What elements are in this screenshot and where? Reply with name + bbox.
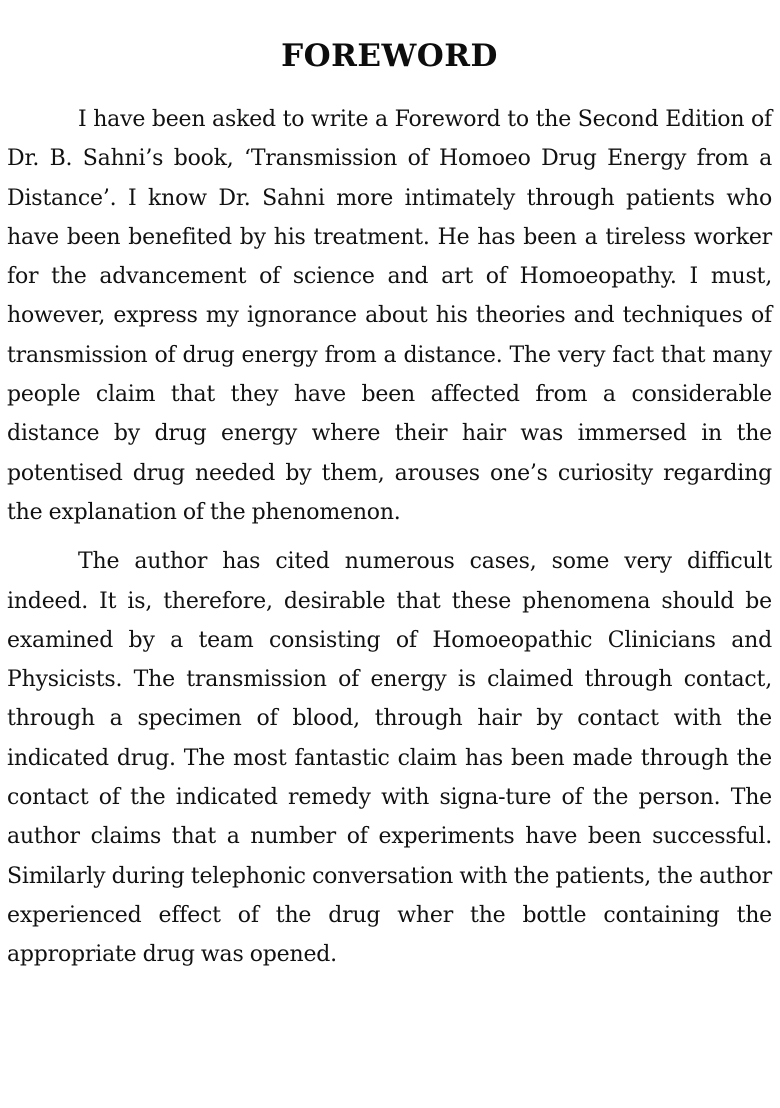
page-title: FOREWORD: [281, 38, 498, 74]
paragraph-1: I have been asked to write a Foreword to the Second Edition of Dr. B. Sahni’s book, ‘Transmission of Homoeo Drug Energy from a Distance’. I know Dr. Sahni more intimately through patients who have been benefited by his treatment. He has been a tireless worker for the advancement of science and art of Homoeopathy. I must, however, express my ignorance about his theories and techniques of transmission of drug energy from a distance. The very fact that many people claim that they have been affected from a considerable distance by drug energy where their hair was immersed in the potentised drug needed by them, arouses one’s curiosity regarding the explanation of the phenomenon.: [7, 107, 772, 525]
paragraph-2: The author has cited numerous cases, some very difficult indeed. It is, therefore, desirable that these phenomena should be examined by a team consisting of Homoeopathic Clinicians and Physicists. The transmission of energy is claimed through contact, through a specimen of blood, through hair by contact with the indicated drug. The most fantastic claim has been made through the contact of the indicated remedy with signa-ture of the person. The author claims that a number of experiments have been successful. Similarly during telephonic conversation with the patients, the author experienced effect of the drug wher the bottle containing the appropriate drug was opened.: [7, 549, 772, 968]
